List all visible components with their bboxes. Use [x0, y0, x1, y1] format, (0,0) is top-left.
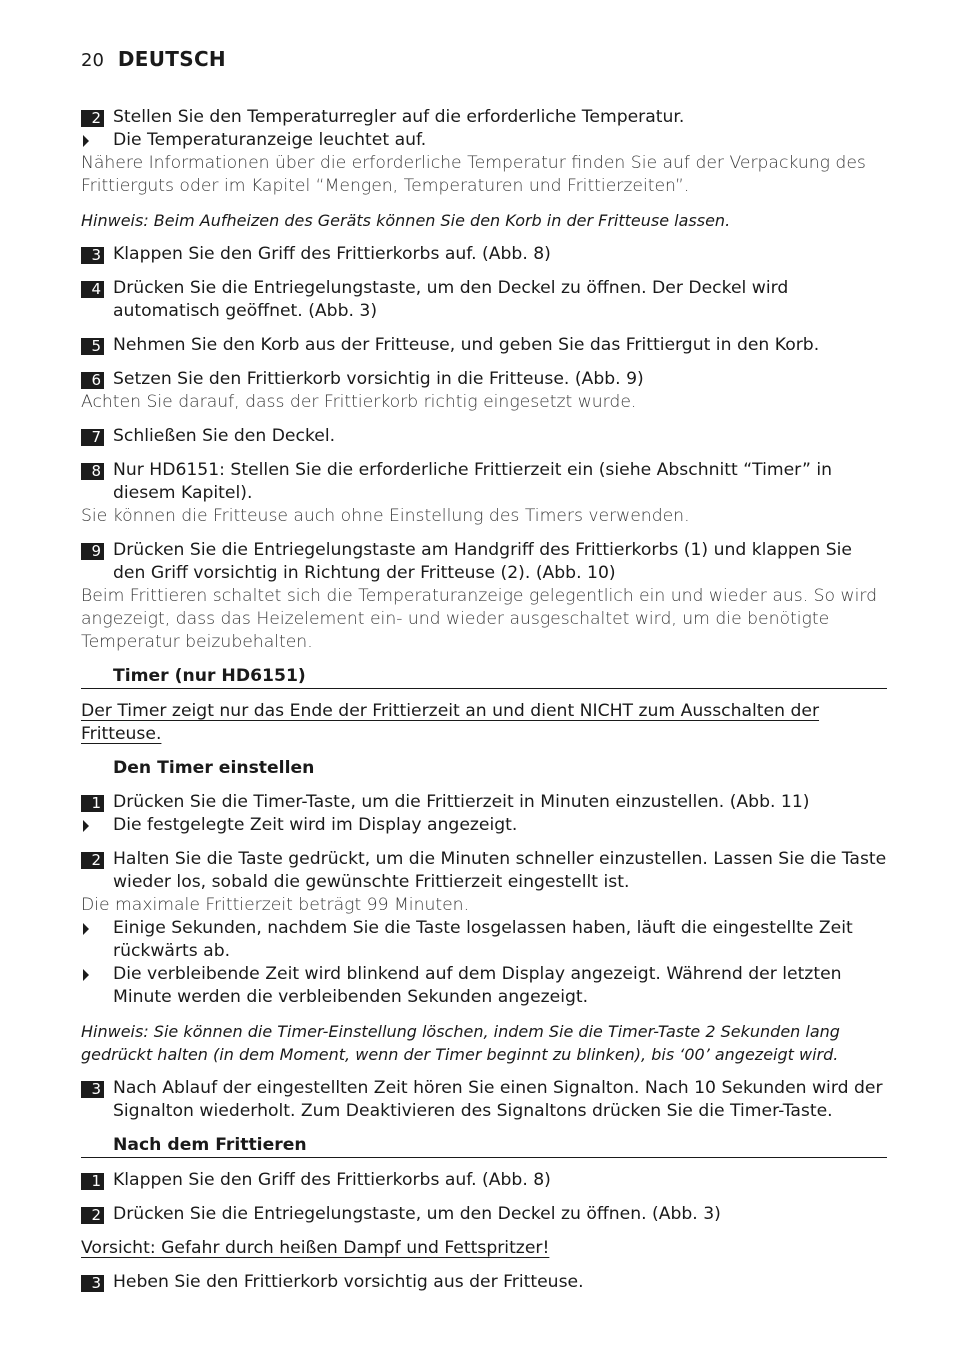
step-number: 7 — [81, 429, 104, 446]
result-bullet — [81, 814, 887, 837]
info-paragraph: Die maximale Frittierzeit beträgt 99 Minuten. — [81, 895, 470, 915]
info-paragraph: Sie können die Fritteuse auch ohne Einstellung des Timers verwenden. — [81, 506, 690, 526]
step-text: Klappen Sie den Griff des Frittierkorbs auf. (Abb. 8) — [113, 1170, 551, 1190]
step-item — [81, 791, 887, 814]
page-number: 20 — [81, 50, 104, 71]
step-number: 4 — [81, 281, 104, 298]
step-item — [81, 459, 887, 505]
warning-paragraph — [81, 1237, 887, 1260]
step-item — [81, 1169, 887, 1192]
step-item — [81, 277, 887, 323]
step-number: 3 — [81, 1275, 104, 1292]
step-number: 3 — [81, 247, 104, 264]
note-text: Hinweis: Sie können die Timer-Einstellung löschen, indem Sie die Timer-Taste 2 Sekunden lang gedrückt halten (in dem Moment, wenn der Timer beginnt zu blinken), bis ‘00’ angezeigt wird. — [81, 1022, 840, 1064]
page-content — [81, 106, 887, 1294]
step-text: Drücken Sie die Entriegelungstaste am Handgriff des Frittierkorbs (1) und klappen Sie den Griff vorsichtig in Richtung der Fritteuse (2). (Abb. 10) — [113, 540, 853, 583]
step-text: Schließen Sie den Deckel. — [113, 426, 336, 446]
step-number: 8 — [81, 463, 104, 480]
step-number: 9 — [81, 543, 104, 560]
step-number: 3 — [81, 1081, 104, 1098]
section-heading-after-frying: Nach dem Frittieren — [81, 1134, 887, 1158]
step-text: Setzen Sie den Frittierkorb vorsichtig in die Fritteuse. (Abb. 9) — [113, 369, 644, 389]
step-item — [81, 243, 887, 266]
step-text: Nur HD6151: Stellen Sie die erforderliche Frittierzeit ein (siehe Abschnitt “Timer” in diesem Kapitel). — [113, 460, 832, 503]
step-number: 5 — [81, 338, 104, 355]
step-text: Heben Sie den Frittierkorb vorsichtig aus der Fritteuse. — [113, 1272, 584, 1292]
subheading-set-timer: Den Timer einstellen — [113, 758, 315, 778]
step-number: 2 — [81, 852, 104, 869]
step-text: Nach Ablauf der eingestellten Zeit hören Sie einen Signalton. Nach 10 Sekunden wird der Signalton wiederholt. Zum Deaktivieren des Signaltons drücken Sie die Timer-Taste. — [113, 1078, 883, 1121]
step-text: Drücken Sie die Entriegelungstaste, um den Deckel zu öffnen. (Abb. 3) — [113, 1204, 721, 1224]
info-paragraph: Achten Sie darauf, dass der Frittierkorb richtig eingesetzt wurde. — [81, 392, 637, 412]
step-number: 2 — [81, 1207, 104, 1224]
triangle-bullet-icon — [83, 969, 89, 981]
page-header — [81, 47, 226, 71]
bullet-text: Die Temperaturanzeige leuchtet auf. — [113, 130, 427, 150]
step-text: Klappen Sie den Griff des Frittierkorbs auf. (Abb. 8) — [113, 244, 551, 264]
warning-text: Vorsicht: Gefahr durch heißen Dampf und Fettspritzer! — [81, 1238, 550, 1258]
step-item — [81, 539, 887, 585]
step-number: 1 — [81, 1173, 104, 1190]
step-text: Drücken Sie die Timer-Taste, um die Frittierzeit in Minuten einzustellen. (Abb. 11) — [113, 792, 810, 812]
step-number: 2 — [81, 110, 104, 127]
step-text: Drücken Sie die Entriegelungstaste, um den Deckel zu öffnen. Der Deckel wird automatisch geöffnet. (Abb. 3) — [113, 278, 789, 321]
bullet-text: Die festgelegte Zeit wird im Display angezeigt. — [113, 815, 518, 835]
triangle-bullet-icon — [83, 923, 89, 935]
result-bullet — [81, 129, 887, 152]
step-item — [81, 1271, 887, 1294]
step-item — [81, 1203, 887, 1226]
info-paragraph: Nähere Informationen über die erforderliche Temperatur finden Sie auf der Verpackung des Frittierguts oder im Kapitel “Mengen, Temperaturen und Frittierzeiten”. — [81, 153, 866, 196]
step-item — [81, 1077, 887, 1123]
section-heading-timer: Timer (nur HD6151) — [81, 665, 887, 689]
triangle-bullet-icon — [83, 135, 89, 147]
triangle-bullet-icon — [83, 820, 89, 832]
warning-paragraph — [81, 700, 887, 746]
warning-text: Der Timer zeigt nur das Ende der Frittierzeit an und dient NICHT zum Ausschalten der Fritteuse. — [81, 701, 820, 744]
language-title: DEUTSCH — [117, 47, 226, 71]
result-bullet — [81, 917, 887, 963]
note-text: Hinweis: Beim Aufheizen des Geräts können Sie den Korb in der Fritteuse lassen. — [81, 211, 731, 230]
step-item — [81, 425, 887, 448]
step-item — [81, 106, 887, 129]
step-text: Halten Sie die Taste gedrückt, um die Minuten schneller einzustellen. Lassen Sie die Taste wieder los, sobald die gewünschte Frittierzeit eingestellt ist. — [113, 849, 887, 892]
step-number: 6 — [81, 372, 104, 389]
step-item — [81, 848, 887, 894]
bullet-text: Einige Sekunden, nachdem Sie die Taste losgelassen haben, läuft die eingestellte Zeit rückwärts ab. — [113, 918, 853, 961]
step-number: 1 — [81, 795, 104, 812]
result-bullet — [81, 963, 887, 1009]
step-item — [81, 368, 887, 391]
step-text: Nehmen Sie den Korb aus der Fritteuse, und geben Sie das Frittiergut in den Korb. — [113, 335, 820, 355]
step-text: Stellen Sie den Temperaturregler auf die erforderliche Temperatur. — [113, 107, 685, 127]
info-paragraph: Beim Frittieren schaltet sich die Temperaturanzeige gelegentlich ein und wieder aus. So wird angezeigt, dass das Heizelement ein- und wieder ausgeschaltet wird, um die benötigte Temperatur beizubehalten. — [81, 586, 878, 652]
bullet-text: Die verbleibende Zeit wird blinkend auf dem Display angezeigt. Während der letzten Minute werden die verbleibenden Sekunden angezeigt. — [113, 964, 842, 1007]
step-item — [81, 334, 887, 357]
